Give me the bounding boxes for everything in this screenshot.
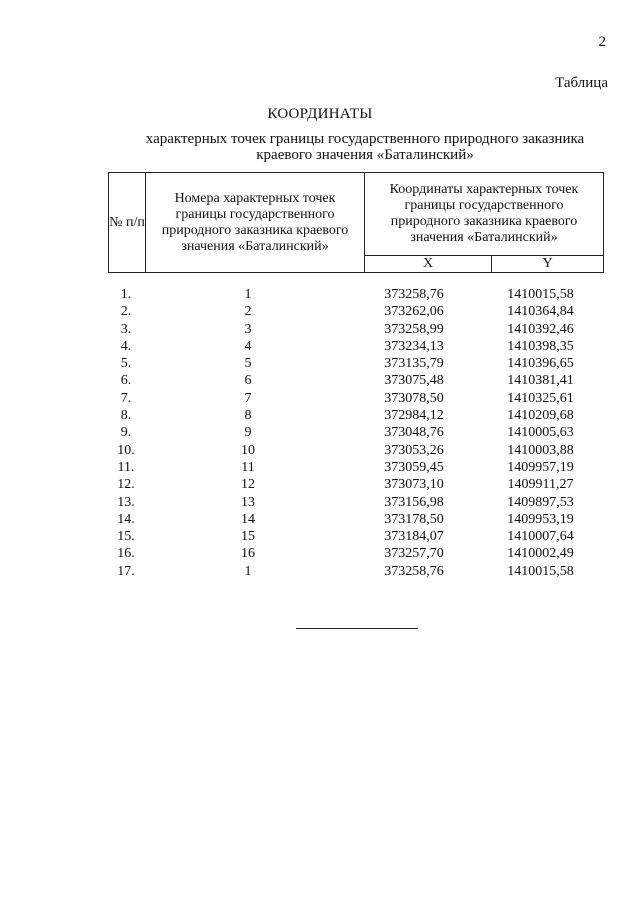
y-coordinate-cell: 1410392,46 [507,321,574,337]
x-coordinate-cell: 373053,26 [384,442,444,458]
point-number-cell: 15 [241,529,255,545]
point-number-cell: 5 [244,356,252,372]
x-coordinate-cell: 373156,98 [384,494,444,510]
table-row [108,407,604,424]
header-y [492,256,604,273]
table-row [108,511,604,528]
y-coordinate-cell: 1410325,61 [507,390,574,406]
row-number-cell: 10. [117,442,135,458]
point-number-cell: 7 [244,390,252,406]
point-number-cell: 6 [244,373,252,389]
x-coordinate-cell: 372984,12 [384,408,444,424]
header-row-number-label: № п/п [109,214,145,230]
x-coordinate-cell: 373258,99 [384,321,444,337]
x-coordinate-cell: 373258,76 [384,287,444,302]
row-number-cell: 3. [120,321,132,337]
header-x [365,256,492,273]
row-number-cell: 17. [117,563,135,579]
table-row [108,442,604,459]
table-row [108,303,604,320]
y-coordinate-cell: 1410002,49 [507,546,574,562]
y-coordinate-cell: 1409911,27 [507,477,574,493]
point-number-cell: 4 [244,338,252,354]
header-coordinates [365,173,604,256]
table-row [108,321,604,338]
document-title: КООРДИНАТЫ [267,106,373,122]
row-number-cell: 12. [117,477,135,493]
row-number-cell: 2. [120,304,132,320]
y-coordinate-cell: 1410005,63 [507,425,574,441]
x-coordinate-cell: 373135,79 [384,356,444,372]
row-number-cell: 13. [117,494,135,510]
point-number-cell: 3 [244,321,252,337]
coordinates-table-header [108,172,604,273]
y-coordinate-cell: 1410007,64 [507,529,574,545]
row-number-cell: 1. [120,287,132,302]
x-coordinate-cell: 373234,13 [384,338,444,354]
row-number-cell: 7. [120,390,132,406]
header-coordinates-label: Координаты характерных точек границы государственного природного заказника краевого значения «Баталинский» [389,182,579,245]
point-number-cell: 12 [241,477,255,493]
point-number-cell: 8 [244,408,252,424]
row-number-cell: 11. [117,459,135,475]
x-coordinate-cell: 373258,76 [384,563,444,579]
x-coordinate-cell: 373073,10 [384,477,444,493]
table-row [108,476,604,493]
point-number-cell: 10 [241,442,255,458]
x-coordinate-cell: 373048,76 [384,425,444,441]
header-x-label: X [422,256,434,271]
table-row [108,459,604,476]
header-point-numbers [146,173,365,273]
point-number-cell: 9 [244,425,252,441]
header-point-numbers-label: Номера характерных точек границы государственного природного заказника краевого значения «Баталинский» [161,190,349,254]
x-coordinate-cell: 373257,70 [384,546,444,562]
y-coordinate-cell: 1410364,84 [507,304,574,320]
y-coordinate-cell: 1410398,35 [507,338,574,354]
y-coordinate-cell: 1410003,88 [507,442,574,458]
point-number-cell: 16 [241,546,255,562]
table-row [108,338,604,355]
y-coordinate-cell: 1409897,53 [507,494,574,510]
y-coordinate-cell: 1410015,58 [507,287,574,302]
row-number-cell: 5. [120,356,132,372]
x-coordinate-cell: 373078,50 [384,390,444,406]
row-number-cell: 9. [120,425,132,441]
point-number-cell: 14 [241,511,255,527]
y-coordinate-cell: 1410396,65 [507,356,574,372]
end-divider [296,628,418,629]
point-number-cell: 1 [244,563,252,579]
point-number-cell: 13 [241,494,255,510]
table-row [108,424,604,441]
table-row [108,372,604,389]
document-subtitle: характерных точек границы государственного природного заказника краевого значения «Баталинский» [145,131,585,163]
y-coordinate-cell: 1410209,68 [507,408,574,424]
table-row [108,528,604,545]
point-number-cell: 1 [244,287,252,302]
y-coordinate-cell: 1410015,58 [507,563,574,579]
point-number-cell: 11 [241,459,255,475]
table-row [108,286,604,303]
x-coordinate-cell: 373178,50 [384,511,444,527]
row-number-cell: 4. [120,338,132,354]
page-number: 2 [598,34,606,50]
header-row-number [109,173,146,273]
table-row [108,563,604,580]
point-number-cell: 2 [244,304,252,320]
x-coordinate-cell: 373059,45 [384,459,444,475]
table-row [108,355,604,372]
table-row [108,390,604,407]
header-y-label: Y [542,256,553,271]
x-coordinate-cell: 373075,48 [384,373,444,389]
row-number-cell: 8. [120,408,132,424]
table-row [108,545,604,562]
x-coordinate-cell: 373184,07 [384,529,444,545]
y-coordinate-cell: 1409953,19 [507,511,574,527]
y-coordinate-cell: 1410381,41 [507,373,574,389]
coordinates-table-body [108,286,604,580]
row-number-cell: 14. [117,511,135,527]
y-coordinate-cell: 1409957,19 [507,459,574,475]
table-caption: Таблица [555,75,608,91]
table-row [108,494,604,511]
row-number-cell: 15. [117,529,135,545]
row-number-cell: 6. [120,373,132,389]
x-coordinate-cell: 373262,06 [384,304,444,320]
row-number-cell: 16. [117,546,135,562]
